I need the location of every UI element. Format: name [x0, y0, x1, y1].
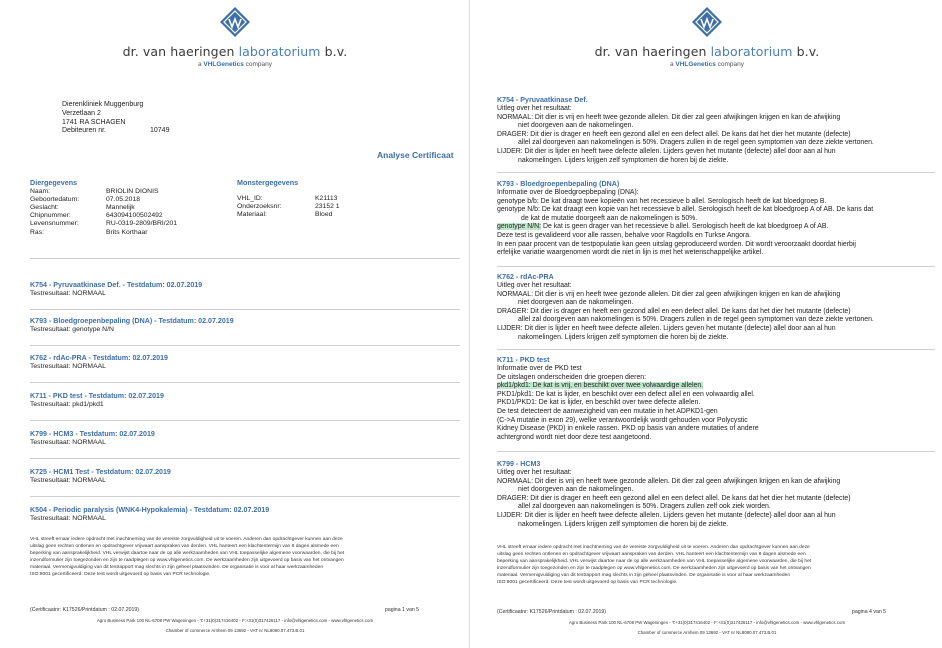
- test-result: Testresultaat: NORMAAL: [30, 515, 106, 522]
- lab-subtitle: a VHLGenetics company: [197, 61, 273, 68]
- animal-data-heading: Diergegevens: [30, 178, 78, 187]
- divider: [30, 420, 460, 421]
- test-title: K793 - Bloedgroepenbepaling (DNA) - Testdatum: 02.07.2019: [30, 317, 234, 325]
- footer-chamber: Chamber of commerce Arnhem 09 13692 - VAT nr NL8080.07.473.B.01: [165, 628, 305, 633]
- lab-logo: [0, 6, 470, 68]
- test-result-k799: [30, 430, 460, 448]
- highlighted-result: pkd1/pkd1: De kat is vrij, en beschikt over twee volwaardige allelen.: [497, 382, 704, 390]
- lab-name: dr. van haeringen laboratorium b.v.: [594, 44, 820, 59]
- animal-row: Levensnummer: RU-0319-2809/BRI/201: [30, 220, 178, 228]
- test-title: K725 - HCM1 Test - Testdatum: 02.07.2019: [30, 468, 171, 476]
- section-heading: K762 - rdAc-PRA: [497, 273, 554, 281]
- animal-row: Chipnummer: 643094100502492: [30, 212, 163, 220]
- page-number: pagina 1 van 5: [385, 607, 420, 613]
- test-result: Testresultaat: NORMAAL: [30, 363, 106, 370]
- explanation-k799: K799 - HCM3 Uitleg over het resultaat: NORMAAL: Dit dier is vrij en heeft twee gezonde allelen. Dit dier zal geen afwijkingen krijgen en kan de afwijking niet doorgeven aan de nakomelingen. DRAGER: Dit dier is drager en heeft een gezond allel en een defect allel. De kans dat het dier het mutante (defecte) allel zal doorgeven aan nakomelingen is 50%. Dragers zullen zelf ook ziek worden. LIJDER: Dit dier is lijder en heeft twee defecte allelen. Lijders geven het mutante (defecte) allel door aan al hun nakomelingen. Lijders krijgen zelf symptomen die horen bij de ziekte.: [497, 460, 935, 529]
- animal-row: Geboortedatum: 07.05.2018: [30, 195, 141, 203]
- vhl-logo-icon: [219, 6, 251, 38]
- test-title: K504 - Periodic paralysis (WNK4-Hypokalemia) - Testdatum: 02.07.2019: [30, 506, 270, 514]
- address-line: 1741 RA SCHAGEN: [62, 118, 126, 126]
- highlighted-genotype: genotype N/N: De kat is geen drager van het recessieve b allel. Serologisch heeft de kat bloedgroep A of AB.: [497, 223, 829, 231]
- footer-address: Agro Business Park 100 NL-6708 PW Wageningen - T:+31(0)317416402 - F:+31(0)317426117 - info@vhlgenetics.com - www.vhlgenetics.com: [96, 618, 374, 623]
- section-heading: K793 - Bloedgroepenbepaling (DNA): [497, 180, 620, 188]
- disclaimer: VHL streeft ernaar iedere opdracht met inachtneming van de vereiste zorgvuldigheid uit te voeren. Anderen dan opdrachtgever kunnen aan deze uitslag geen rechten ontlenen en opdrachtgever vrijwaart aanspraken van derden. VHL hanteert een klachtentermijn van 8 dagen alsmede een beperking van aansprakelijkheid. VHL verwijst daartoe naar de op alle werkzaamheden van VHL toepasselijke algemene voorwaarden, die bij het inzendformulier zijn toegezonden en zijn te raadplegen op www.vhlgenetics.com. De werkzaamheden zijn uitgevoerd op basis van het ontvangen materiaal. Vermenigvuldiging van dit testrapport mag slechts in zijn geheel plaatsvinden. De organisatie is voor al haar werkzaamheden ISO:9001 gecertificeerd. Deze test wordt uitgevoerd op basis van PCR technologie.: [497, 545, 812, 585]
- test-result: Testresultaat: NORMAAL: [30, 290, 106, 297]
- test-result-k754: [30, 281, 460, 299]
- divider: [30, 258, 460, 259]
- vhl-logo-icon: [691, 6, 723, 38]
- test-result: Testresultaat: NORMAAL: [30, 477, 106, 484]
- sample-row: VHL_ID: K21113: [237, 195, 338, 202]
- sample-row: Onderzoeksnr: 23152 1: [237, 203, 340, 211]
- lab-name: dr. van haeringen laboratorium b.v.: [122, 44, 348, 59]
- address-line: Dierenkliniek Muggenburg: [62, 101, 144, 108]
- divider: [497, 349, 935, 350]
- test-result: Testresultaat: NORMAAL: [30, 439, 106, 446]
- certificate-page-4: [472, 0, 942, 648]
- animal-data: [30, 178, 177, 237]
- test-title: K799 - HCM3 - Testdatum: 02.07.2019: [30, 430, 155, 438]
- divider: [30, 458, 460, 459]
- lab-logo: [472, 6, 942, 68]
- section-heading: K711 - PKD test: [497, 356, 550, 364]
- address-line: Verzetlaan 2: [62, 109, 101, 117]
- test-title: K754 - Pyruvaatkinase Def. - Testdatum: 02.07.2019: [30, 281, 203, 289]
- divider: [30, 309, 460, 310]
- test-result: Testresultaat: pkd1/pkd1: [30, 401, 104, 408]
- sample-row: Materiaal: Bloed: [237, 211, 333, 219]
- divider: [497, 451, 935, 452]
- explanation-k711: K711 - PKD test Informatie over de PKD test De uitslagen onderscheiden drie groepen dieren: pkd1/pkd1: De kat is vrij, en beschikt over twee volwaardige allelen. PKD1/pkd1: De kat is lijder, en beschikt over een defect allel en een volwaardig allel. PKD1/PKD1: De kat is lijder, en beschikt over twee defecte allelen. De test detecteert de aanwezigheid van een mutatie in het ADPKD1-gen (C->A mutatie in exon 29), welke verantwoordelijk wordt gehouden voor Polycystic Kidney Disease (PKD) in enkele rassen. PKD op basis van andere mutaties of andere achtergrond wordt niet door deze test aangetoond.: [497, 356, 935, 442]
- test-title: K762 - rdAc-PRA - Testdatum: 02.07.2019: [30, 354, 168, 362]
- divider: [497, 172, 935, 173]
- disclaimer: VHL streeft ernaar iedere opdracht met inachtneming van de vereiste zorgvuldigheid uit te voeren. Anderen dan opdrachtgever kunnen aan deze uitslag geen rechten ontlenen en opdrachtgever vrijwaart aanspraken van derden. VHL hanteert een klachtentermijn van 8 dagen alsmede een beperking van aansprakelijkheid. VHL verwijst daartoe naar de op alle werkzaamheden van VHL toepasselijke algemene voorwaarden, die bij het inzendformulier zijn toegezonden en zijn te raadplegen op www.vhlgenetics.com. De werkzaamheden zijn uitgevoerd op basis van het ontvangen materiaal. Vermenigvuldiging van dit testrapport mag slechts in zijn geheel plaatsvinden. De organisatie is voor al haar werkzaamheden ISO:9001 gecertificeerd. Deze test wordt uitgevoerd op basis van PCR technologie.: [30, 537, 345, 577]
- page-number: pagina 4 van 5: [852, 609, 887, 615]
- animal-row: Naam: BRIOLIN DIONIS: [30, 187, 159, 195]
- divider: [30, 496, 460, 497]
- test-result: Testresultaat: genotype N/N: [30, 326, 114, 333]
- certificate-number: (Certificaatnr: K17526/Printdatum : 02.07.2019): [30, 607, 139, 613]
- footer-address: Agro Business Park 100 NL-6708 PW Wageningen - T:+31(0)317416402 - F:+31(0)317426117 - info@vhlgenetics.com - www.vhlgenetics.com: [568, 620, 846, 625]
- test-result-k762: [30, 354, 460, 372]
- animal-row: Ras: Brits Korthaar: [30, 228, 148, 236]
- test-result-k793: [30, 317, 460, 335]
- test-title: K711 - PKD test - Testdatum: 02.07.2019: [30, 392, 164, 400]
- explanation-k762: K762 - rdAc-PRA Uitleg over het resultaat: NORMAAL: Dit dier is vrij en heeft twee gezonde allelen. Dit dier zal geen afwijkingen krijgen en kan de afwijking niet doorgeven aan de nakomelingen. DRAGER: Dit dier is drager en heeft een gezond allel en een defect allel. De kans dat het dier het mutante (defecte) allel zal doorgeven aan nakomelingen is 50%. Dragers zullen in de regel geen symptomen van deze ziekte vertonen. LIJDER: Dit dier is lijder en heeft twee defecte allelen. Lijders geven het mutante (defecte) allel door aan al hun nakomelingen. Lijders krijgen zelf symptomen die horen bij de ziekte.: [497, 273, 935, 342]
- certificate-title: Analyse Certificaat: [377, 150, 454, 160]
- debiteur-number: Debiteuren nr. 10749: [62, 127, 170, 135]
- certificate-page-1: [0, 0, 470, 648]
- sample-data-heading: Monstergegevens: [237, 178, 299, 187]
- explanation-k754: K754 - Pyruvaatkinase Def. Uitleg over het resultaat: NORMAAL: Dit dier is vrij en heeft twee gezonde allelen. Dit dier zal geen afwijkingen krijgen en kan de afwijking niet doorgeven aan de nakomelingen. DRAGER: Dit dier is drager en heeft een gezond allel en een defect allel. De kans dat het dier het mutante (defecte) allel zal doorgeven aan nakomelingen is 50%. Dragers zullen in de regel geen symptomen van deze ziekte vertonen. LIJDER: Dit dier is lijder en heeft twee defecte allelen. Lijders geven het mutante (defecte) allel door aan al hun nakomelingen. Lijders krijgen zelf symptomen die horen bij de ziekte.: [497, 96, 935, 165]
- test-result-k504: [30, 506, 460, 524]
- section-heading: K754 - Pyruvaatkinase Def.: [497, 96, 588, 104]
- divider: [30, 345, 460, 346]
- section-heading: K799 - HCM3: [497, 460, 541, 468]
- explanation-k793: K793 - Bloedgroepenbepaling (DNA) Informatie over de Bloedgroepbepaling (DNA): genotype b/b: De kat draagt twee kopieën van het recessieve b allel. Serologisch heeft de kat bloedgroep B. genotype N/b: De kat draagt een kopie van het recessieve b allel. Serologisch heeft de kat bloedgroep A of AB. De kans dat de kat de mutatie doorgeeft aan de nakomelingen is 50%. genotype N/N: De kat is geen drager van het recessieve b allel. Serologisch heeft de kat bloedgroep A of AB. Deze test is gevalideerd voor alle rassen, behalve voor Ragdolls en Turkse Angora. In een paar procent van de testpopulatie kan geen uitslag geproduceerd worden. Dit wordt veroorzaakt doordat hierbij erfelijke variatie waargenomen wordt die niet in lijn is met het wetenschappelijke artikel.: [497, 180, 935, 258]
- footer-chamber: Chamber of commerce Arnhem 09 13692 - VAT nr NL8080.07.473.B.01: [637, 630, 777, 635]
- recipient-address: [62, 101, 169, 136]
- test-result-k711: [30, 392, 460, 410]
- divider: [30, 382, 460, 383]
- animal-row: Geslacht: Mannelijk: [30, 203, 135, 211]
- certificate-number: (Certificaatnr: K17526/Printdatum : 02.07.2019): [497, 609, 606, 615]
- lab-subtitle: a VHLGenetics company: [669, 61, 745, 68]
- divider: [497, 266, 935, 267]
- test-result-k725: [30, 468, 460, 486]
- sample-data: [237, 178, 340, 220]
